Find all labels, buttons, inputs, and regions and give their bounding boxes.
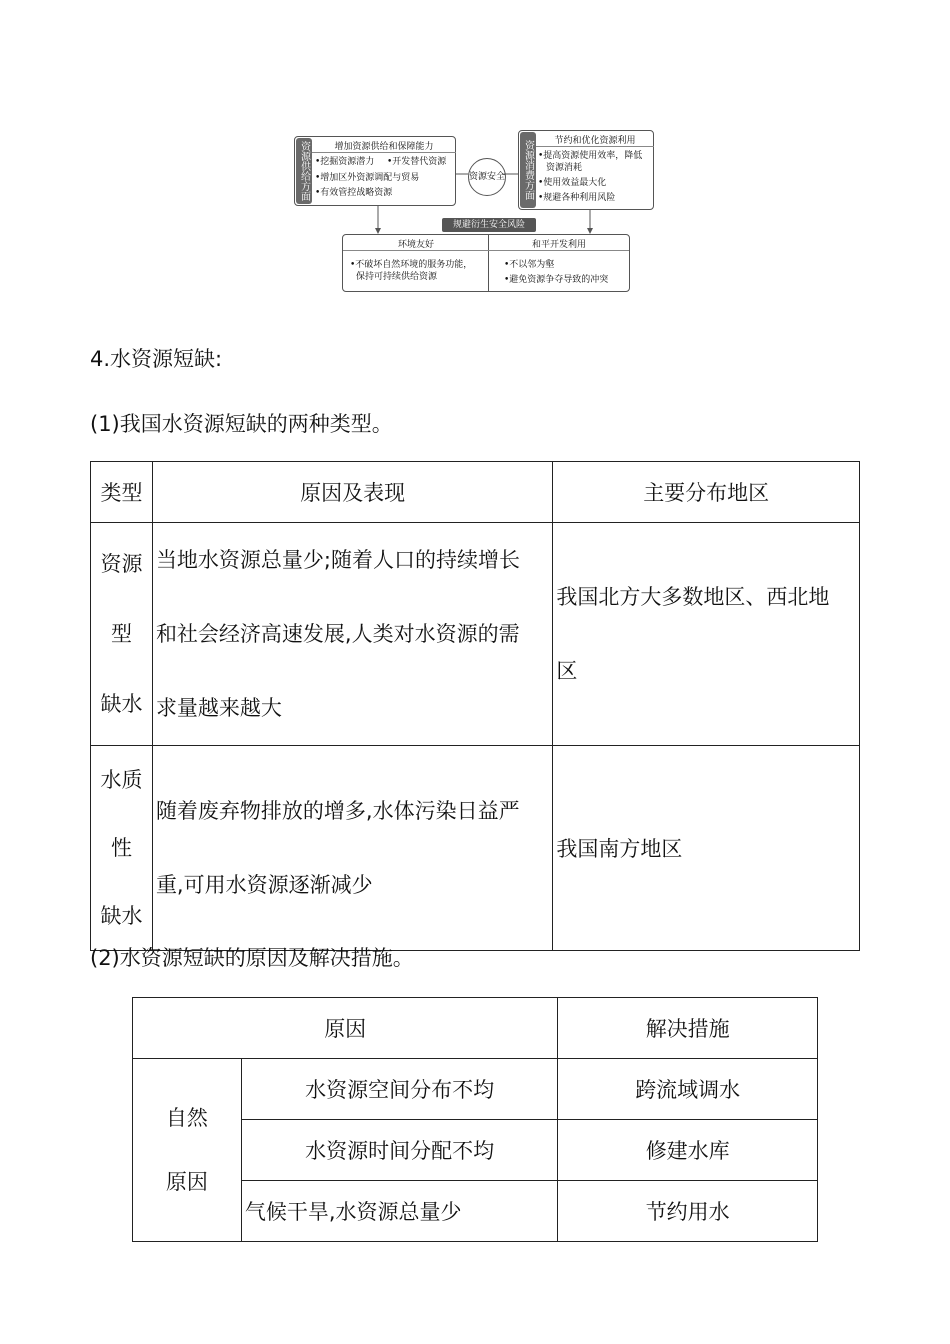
supply-item: •增加区外资源调配与贸易 (315, 173, 420, 183)
subsection-1-title: (1)我国水资源短缺的两种类型。 (90, 412, 393, 436)
type-cell (91, 746, 153, 951)
supply-divider (312, 152, 456, 153)
cause-cell: 水资源时间分配不均 (241, 1120, 558, 1181)
supply-item: •开发替代资源 (387, 157, 447, 167)
cause-cell (152, 746, 552, 951)
cause-line: 当地水资源总量少;随着人口的持续增长 (155, 548, 521, 572)
supply-item: •有效管控战略资源 (315, 188, 393, 198)
section-title: 4.水资源短缺: (90, 347, 223, 371)
measure-cell: 跨流域调水 (558, 1059, 818, 1120)
measure-cell: 节约用水 (558, 1181, 818, 1242)
risk-label: 规避衍生安全风险 (442, 218, 536, 232)
environment-title: 环境友好 (397, 240, 434, 250)
cause-cell (152, 523, 552, 746)
cause-cell: 气候干旱,水资源总量少 (241, 1181, 558, 1242)
consumption-item: •提高资源使用效率，降低 (538, 151, 643, 161)
natural-cause-category (133, 1059, 242, 1242)
header-area: 主要分布地区 (553, 462, 860, 523)
resource-security-circle: 资源安全 (468, 158, 506, 196)
subsection-2-title: (2)水资源短缺的原因及解决措施。 (90, 946, 414, 970)
resource-security-diagram (290, 128, 662, 296)
consumption-item: 资源消耗 (546, 163, 583, 173)
cause-line: 重,可用水资源逐渐减少 (155, 873, 373, 897)
table-header-row (133, 998, 818, 1059)
area-line: 区 (556, 659, 578, 683)
cause-line: 随着废弃物排放的增多,水体污染日益严 (155, 799, 520, 823)
table-row (91, 523, 860, 746)
measure-cell: 修建水库 (558, 1120, 818, 1181)
category-line: 原因 (165, 1170, 208, 1194)
consumption-title: 节约和优化资源利用 (554, 136, 636, 146)
cause-cell: 水资源空间分布不均 (241, 1059, 558, 1120)
table-header-row (91, 462, 860, 523)
area-line: 我国南方地区 (556, 837, 683, 861)
type-line: 水质 (100, 768, 143, 792)
header-cause: 原因及表现 (152, 462, 552, 523)
area-line: 我国北方大多数地区、西北地 (556, 585, 830, 609)
table-row (91, 746, 860, 951)
area-cell (553, 523, 860, 746)
causes-measures-table (132, 997, 818, 1242)
environment-item: 保持可持续供给资源 (356, 272, 438, 282)
type-line: 型 (110, 622, 132, 646)
supply-title: 增加资源供给和保障能力 (334, 142, 434, 152)
supply-item: •挖掘资源潜力 (315, 157, 375, 167)
cause-line: 求量越来越大 (155, 696, 282, 720)
peace-item: •不以邻为壑 (504, 260, 555, 270)
consumption-side-label: 资源消费方面 (520, 132, 536, 208)
water-shortage-types-table (90, 461, 860, 951)
header-cause: 原因 (133, 998, 558, 1059)
peace-title: 和平开发利用 (531, 240, 586, 250)
type-line: 缺水 (100, 904, 143, 928)
category-line: 自然 (165, 1106, 208, 1130)
type-line: 缺水 (100, 692, 143, 716)
consumption-divider (536, 146, 654, 147)
consumption-item: •规避各种利用风险 (538, 193, 616, 203)
environment-item: •不破坏自然环境的服务功能， (350, 260, 473, 270)
type-line: 资源 (100, 552, 143, 576)
bottom-header-line (343, 250, 629, 251)
peace-item: •避免资源争夺导致的冲突 (504, 275, 609, 285)
header-type: 类型 (91, 462, 153, 523)
area-cell (553, 746, 860, 951)
supply-side-label: 资源供给方面 (296, 138, 312, 204)
header-measure: 解决措施 (558, 998, 818, 1059)
type-cell (91, 523, 153, 746)
cause-line: 和社会经济高速发展,人类对水资源的需 (155, 622, 520, 646)
type-line: 性 (110, 836, 132, 860)
consumption-item: •使用效益最大化 (538, 178, 607, 188)
table-row (133, 1059, 818, 1120)
